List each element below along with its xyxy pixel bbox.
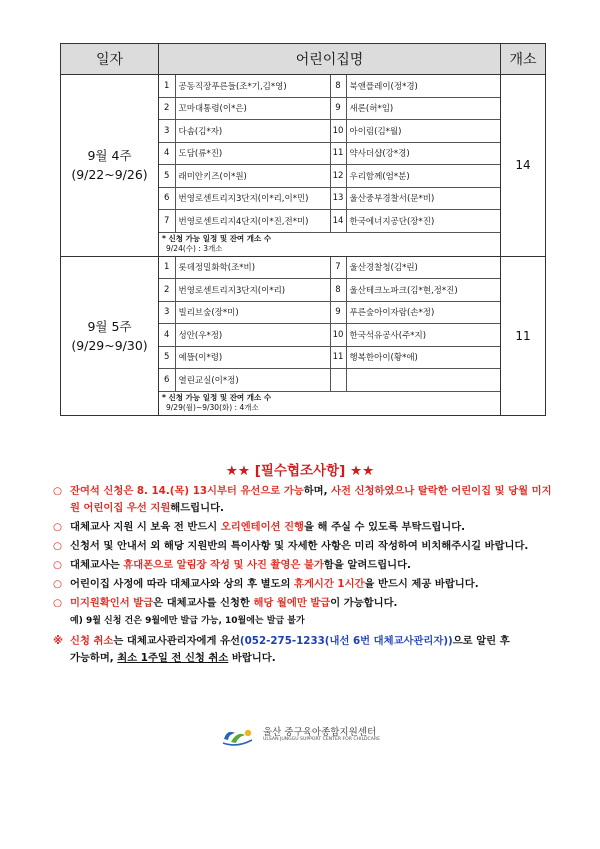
center-number: 12 <box>330 165 346 188</box>
notice-text: 해당 월에만 발급 <box>253 597 331 609</box>
center-number: 9 <box>330 97 346 120</box>
center-name: 울산테크노파크(김*현,정*진) <box>346 279 500 302</box>
header-centers: 어린이집명 <box>159 44 501 75</box>
center-number: 4 <box>159 324 175 347</box>
center-list-cell <box>159 75 501 257</box>
notice-title: ★★ [필수협조사항] ★★ <box>225 463 375 479</box>
notice-item <box>53 483 553 517</box>
center-row <box>159 210 500 233</box>
center-name: 롯데정밀화학(조*비) <box>175 257 330 279</box>
table-header-row <box>61 44 546 75</box>
circle-bullet: ○ <box>53 559 62 571</box>
notice-list <box>53 483 553 669</box>
center-row <box>159 97 500 120</box>
availability-note <box>159 391 500 415</box>
center-name: 한국석유공사(주*지) <box>346 324 500 347</box>
notice-text: 신청서 및 안내서 외 해당 지원반의 특이사항 및 자세한 사항은 미리 작성하여 비치해주시길 바랍니다. <box>70 540 529 552</box>
week-date-cell <box>61 256 159 415</box>
center-name: 푸른숲아이자람(손*정) <box>346 301 500 324</box>
schedule-table <box>60 43 546 416</box>
notice-text: 휴게시간 1시간 <box>294 578 365 590</box>
notice-text: 으로 알린 후 <box>452 635 510 647</box>
cancel-notice <box>53 633 553 667</box>
center-name: 번영로센트리지3단지(이*리) <box>175 279 330 302</box>
center-number: 3 <box>159 120 175 143</box>
center-number: 13 <box>330 187 346 210</box>
center-name: 한국에너지공단(장*진) <box>346 210 500 233</box>
circle-bullet: ○ <box>53 597 62 609</box>
notice-text: 대체교사 지원 시 보육 전 반드시 <box>70 521 221 533</box>
note-detail: 9/24(수) : 3개소 <box>166 244 223 253</box>
center-name: 울산경찰청(김*린) <box>346 257 500 279</box>
center-row <box>159 165 500 188</box>
notice-text: 이 가능합니다. <box>330 597 398 609</box>
note-title: * 신청 가능 일정 및 잔여 개소 수 <box>162 393 272 402</box>
notice-text: 휴대폰으로 알림장 작성 및 사진 촬영은 불가 <box>123 559 324 571</box>
notice-text: 잔여석 신청은 8. 14.(목) 13시부터 유선으로 가능 <box>70 485 304 497</box>
center-row <box>159 75 500 97</box>
center-number: 14 <box>330 210 346 233</box>
notice-text: 가능하며, <box>70 652 118 664</box>
center-number <box>330 369 346 392</box>
center-row <box>159 279 500 302</box>
center-name: 우리함께(엄*분) <box>346 165 500 188</box>
center-number: 2 <box>159 279 175 302</box>
notice-item <box>53 519 553 536</box>
footer-logo <box>221 721 391 749</box>
center-number: 2 <box>159 97 175 120</box>
center-number: 11 <box>330 346 346 369</box>
center-row <box>159 369 500 392</box>
center-number: 6 <box>159 369 175 392</box>
center-row <box>159 142 500 165</box>
reference-mark: ※ <box>53 635 64 647</box>
week-count: 11 <box>501 256 546 415</box>
center-name: 빌리브숲(장*미) <box>175 301 330 324</box>
circle-bullet: ○ <box>53 521 62 533</box>
center-number: 10 <box>330 324 346 347</box>
notice-text: 신청 취소 <box>70 635 114 647</box>
center-name <box>346 369 500 392</box>
notice-text: 하며, <box>303 485 332 497</box>
center-name: 성안(우*정) <box>175 324 330 347</box>
center-name: 다솜(김*자) <box>175 120 330 143</box>
center-row <box>159 187 500 210</box>
center-number: 3 <box>159 301 175 324</box>
header-count: 개소 <box>501 44 546 75</box>
notice-example: 예) 9월 신청 건은 9월에만 발급 가능, 10월에는 발급 불가 <box>70 616 305 626</box>
notice-text: 해드립니다. <box>170 502 224 514</box>
phone-number: (052-275-1233(내선 6번 대체교사관리자)) <box>239 635 453 647</box>
notice-text: 는 대체교사관리자에게 유선 <box>113 635 240 647</box>
center-number: 5 <box>159 346 175 369</box>
center-row <box>159 301 500 324</box>
center-name: 도담(류*진) <box>175 142 330 165</box>
center-grid <box>159 75 500 256</box>
notice-text: 함을 알려드립니다. <box>323 559 411 571</box>
center-name: 예뜰(이*령) <box>175 346 330 369</box>
center-grid <box>159 257 500 415</box>
week-count: 14 <box>501 75 546 257</box>
notice-item <box>53 557 553 574</box>
center-name: 래미안키즈(이*원) <box>175 165 330 188</box>
center-number: 5 <box>159 165 175 188</box>
center-list-cell <box>159 256 501 415</box>
center-number: 9 <box>330 301 346 324</box>
center-number: 8 <box>330 279 346 302</box>
notice-text: 미지원확인서 발급 <box>70 597 154 609</box>
center-name-english: ULSAN JUNGGU SUPPORT CENTER FOR CHILDCARE <box>263 737 380 742</box>
center-number: 7 <box>330 257 346 279</box>
notice-text: 대체교사는 <box>70 559 124 571</box>
header-date: 일자 <box>61 44 159 75</box>
week-date-cell <box>61 75 159 257</box>
notice-item <box>53 538 553 555</box>
center-row <box>159 120 500 143</box>
notice-item <box>53 595 553 612</box>
week-row <box>61 75 546 257</box>
circle-bullet: ○ <box>53 578 62 590</box>
center-logo-icon <box>221 725 255 747</box>
center-number: 1 <box>159 75 175 97</box>
center-row <box>159 346 500 369</box>
center-name: 열린교실(이*정) <box>175 369 330 392</box>
center-row <box>159 257 500 279</box>
center-number: 11 <box>330 142 346 165</box>
week-label: 9월 4주 <box>87 148 132 164</box>
note-detail: 9/29(월)~9/30(화) : 4개소 <box>166 403 259 412</box>
notice-text: 을 반드시 제공 바랍니다. <box>364 578 479 590</box>
circle-bullet: ○ <box>53 540 62 552</box>
center-name: 아이림(김*월) <box>346 120 500 143</box>
week-label: 9월 5주 <box>87 318 132 334</box>
notice-text: 을 해 주실 수 있도록 부탁드립니다. <box>304 521 466 533</box>
center-number: 7 <box>159 210 175 233</box>
center-name: 번영로센트리지3단지(이*리,이*민) <box>175 187 330 210</box>
center-name: 울산 중구육아종합지원센터 <box>263 727 377 738</box>
center-name: 새론(허*임) <box>346 97 500 120</box>
center-name: 공동직장푸른들(조*기,김*영) <box>175 75 330 97</box>
notice-item <box>53 576 553 593</box>
notice-text: 최소 1주일 전 신청 취소 <box>117 652 229 664</box>
center-name: 행복한아이(황*애) <box>346 346 500 369</box>
center-name: 꼬마대통령(이*은) <box>175 97 330 120</box>
notice-text: 어린이집 사정에 따라 대체교사와 상의 후 별도의 <box>70 578 295 590</box>
notice-text: 사전 신청하였으나 탈락한 어린이집 및 당월 미지원 어린이집 우선 지원 <box>70 485 552 514</box>
note-title: * 신청 가능 일정 및 잔여 개소 수 <box>162 234 272 243</box>
center-number: 8 <box>330 75 346 97</box>
notice-text: 바랍니다. <box>228 652 276 664</box>
week-range: (9/22~9/26) <box>71 167 148 183</box>
center-name: 울산중부경찰서(문*비) <box>346 187 500 210</box>
week-row <box>61 256 546 415</box>
availability-note <box>159 232 500 256</box>
center-number: 6 <box>159 187 175 210</box>
notice-text: 오리엔테이션 진행 <box>220 521 304 533</box>
center-number: 4 <box>159 142 175 165</box>
circle-bullet: ○ <box>53 485 62 497</box>
center-name: 북앤플레이(정*경) <box>346 75 500 97</box>
center-number: 10 <box>330 120 346 143</box>
center-name: 약사더샵(강*경) <box>346 142 500 165</box>
notice-text: 은 대체교사를 신청한 <box>153 597 254 609</box>
center-row <box>159 324 500 347</box>
center-name: 번영로센트리지4단지(이*진,전*미) <box>175 210 330 233</box>
center-number: 1 <box>159 257 175 279</box>
week-range: (9/29~9/30) <box>71 337 148 353</box>
